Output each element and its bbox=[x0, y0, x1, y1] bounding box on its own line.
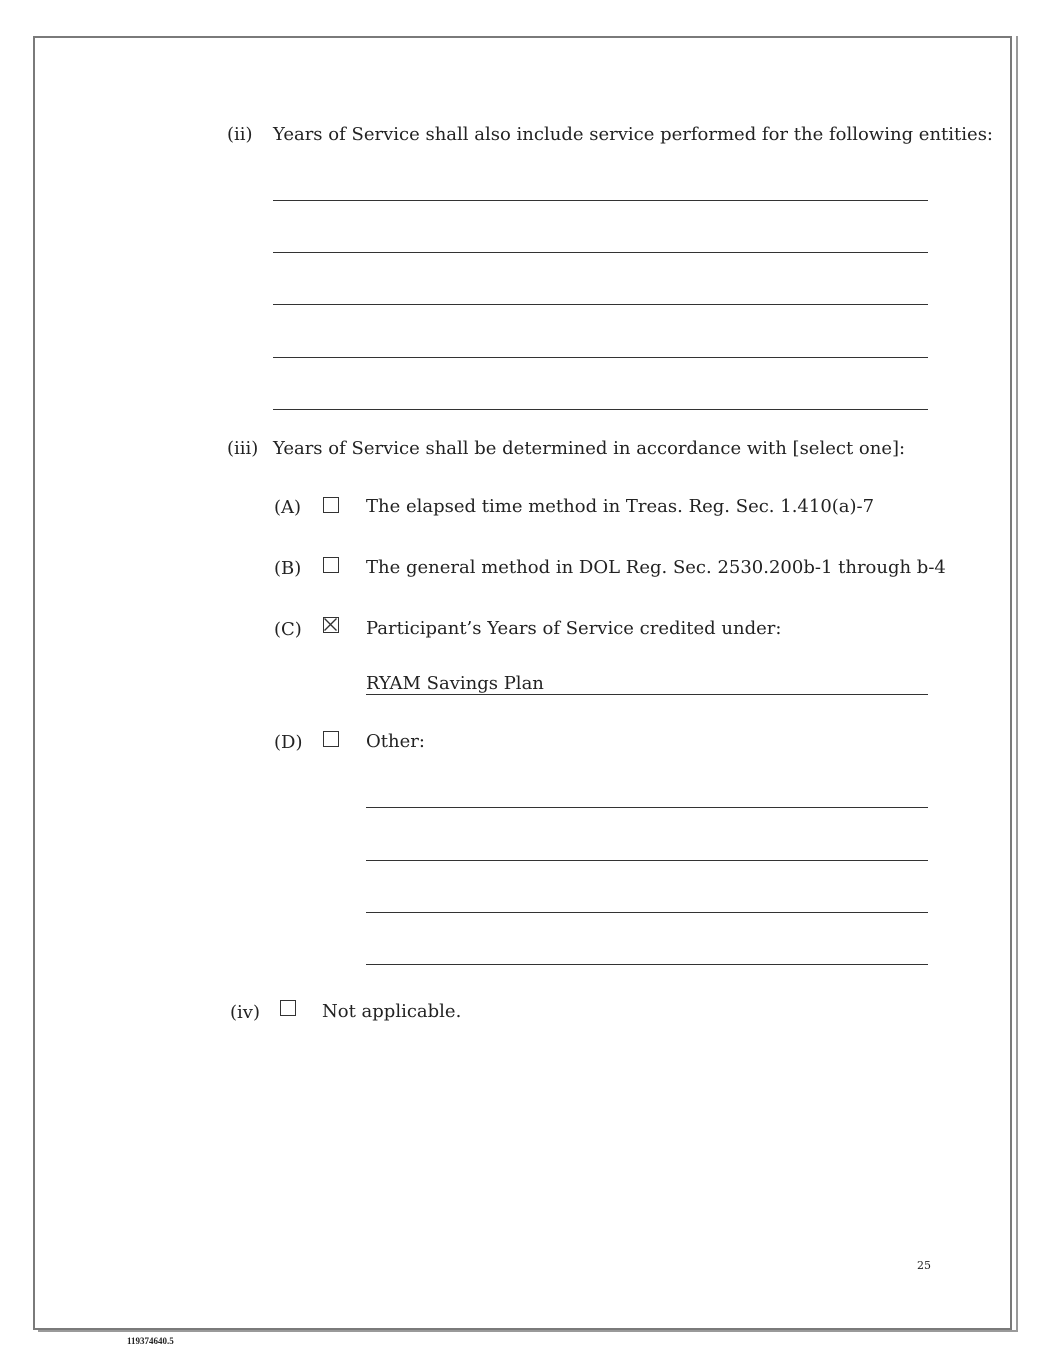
option-b-checkbox[interactable] bbox=[323, 557, 339, 573]
option-d-label: (D) bbox=[274, 732, 303, 753]
section-iv-text: Not applicable. bbox=[322, 1001, 462, 1022]
entity-input-line-1[interactable] bbox=[273, 200, 928, 201]
section-iv-label: (iv) bbox=[230, 1002, 260, 1023]
option-d-checkbox[interactable] bbox=[323, 731, 339, 747]
other-input-line-2[interactable] bbox=[366, 860, 928, 861]
option-a-text: The elapsed time method in Treas. Reg. Sec. 1.410(a)-7 bbox=[366, 496, 875, 517]
option-c-text: Participant’s Years of Service credited under: bbox=[366, 618, 782, 639]
entity-input-line-3[interactable] bbox=[273, 304, 928, 305]
other-input-line-3[interactable] bbox=[366, 912, 928, 913]
section-ii-text: Years of Service shall also include service performed for the following entities: bbox=[273, 124, 993, 145]
page-number: 25 bbox=[917, 1259, 931, 1272]
checkmark-x-icon bbox=[324, 618, 337, 631]
option-a-label: (A) bbox=[274, 497, 302, 518]
option-c-fill-value: RYAM Savings Plan bbox=[366, 673, 544, 694]
option-c-input-line[interactable] bbox=[366, 694, 928, 695]
other-input-line-1[interactable] bbox=[366, 807, 928, 808]
option-b-label: (B) bbox=[274, 558, 302, 579]
option-c-checkbox[interactable] bbox=[323, 617, 339, 633]
section-iii-text: Years of Service shall be determined in accordance with [select one]: bbox=[273, 438, 906, 459]
option-b-text: The general method in DOL Reg. Sec. 2530.200b-1 through b-4 bbox=[366, 557, 946, 578]
option-c-label: (C) bbox=[274, 619, 302, 640]
section-ii-label: (ii) bbox=[227, 124, 253, 145]
entity-input-line-2[interactable] bbox=[273, 252, 928, 253]
entity-input-line-5[interactable] bbox=[273, 409, 928, 410]
option-a-checkbox[interactable] bbox=[323, 497, 339, 513]
entity-input-line-4[interactable] bbox=[273, 357, 928, 358]
not-applicable-checkbox[interactable] bbox=[280, 1000, 296, 1016]
document-id: 119374640.5 bbox=[127, 1336, 174, 1346]
section-iii-label: (iii) bbox=[227, 438, 259, 459]
other-input-line-4[interactable] bbox=[366, 964, 928, 965]
option-d-text: Other: bbox=[366, 731, 425, 752]
